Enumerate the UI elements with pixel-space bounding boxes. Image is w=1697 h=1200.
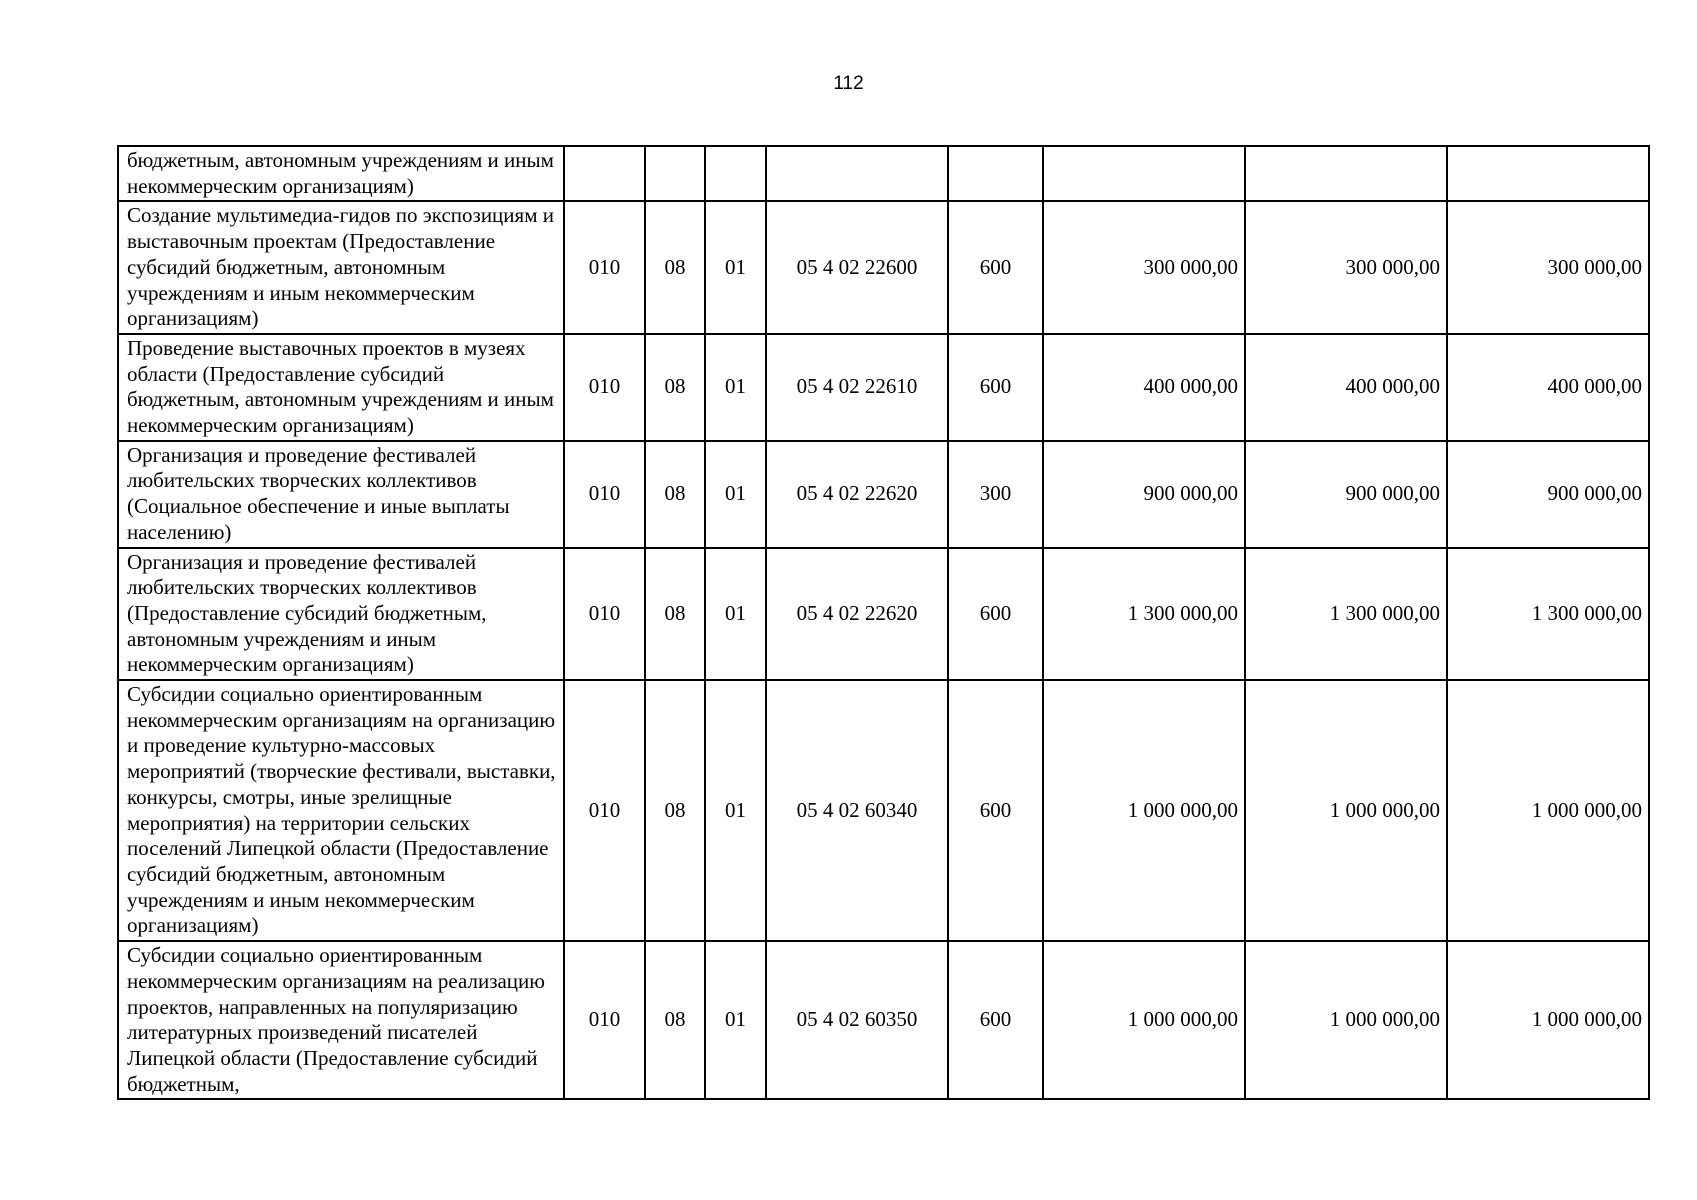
amount-year1-cell: 900 000,00 bbox=[1043, 441, 1245, 548]
target-code-cell: 05 4 02 22620 bbox=[766, 548, 948, 681]
target-code-cell: 05 4 02 22620 bbox=[766, 441, 948, 548]
expense-type-cell: 600 bbox=[948, 201, 1043, 334]
target-code-cell bbox=[766, 146, 948, 201]
table-row bbox=[118, 201, 1649, 334]
row-name-cell: Субсидии социально ориентированным некоммерческим организациям на реализацию проектов, направленных на популяризацию литературных произведений писателей Липецкой области (Предоставление субсидий бюджетным, bbox=[118, 941, 564, 1099]
table-row bbox=[118, 941, 1649, 1099]
table-row bbox=[118, 334, 1649, 441]
expense-type-cell: 600 bbox=[948, 548, 1043, 681]
ministry-code-cell: 010 bbox=[564, 941, 645, 1099]
subsection-code-cell: 01 bbox=[705, 334, 766, 441]
amount-year1-cell: 400 000,00 bbox=[1043, 334, 1245, 441]
amount-year1-cell: 1 000 000,00 bbox=[1043, 680, 1245, 941]
ministry-code-cell: 010 bbox=[564, 441, 645, 548]
amount-year3-cell: 1 300 000,00 bbox=[1447, 548, 1649, 681]
section-code-cell bbox=[645, 146, 705, 201]
subsection-code-cell: 01 bbox=[705, 680, 766, 941]
section-code-cell: 08 bbox=[645, 441, 705, 548]
ministry-code-cell: 010 bbox=[564, 680, 645, 941]
section-code-cell: 08 bbox=[645, 548, 705, 681]
table-row bbox=[118, 441, 1649, 548]
amount-year3-cell: 1 000 000,00 bbox=[1447, 941, 1649, 1099]
amount-year2-cell: 300 000,00 bbox=[1245, 201, 1447, 334]
row-name-cell: Субсидии социально ориентированным некоммерческим организациям на организацию и проведение культурно-массовых мероприятий (творческие фестивали, выставки, конкурсы, смотры, иные зрелищные мероприятия) на территории сельских поселений Липецкой области (Предоставление субсидий бюджетным, автономным учреждениям и иным некоммерческим организациям) bbox=[118, 680, 564, 941]
amount-year2-cell: 1 000 000,00 bbox=[1245, 941, 1447, 1099]
amount-year2-cell: 1 000 000,00 bbox=[1245, 680, 1447, 941]
target-code-cell: 05 4 02 22600 bbox=[766, 201, 948, 334]
amount-year1-cell bbox=[1043, 146, 1245, 201]
target-code-cell: 05 4 02 22610 bbox=[766, 334, 948, 441]
amount-year2-cell: 1 300 000,00 bbox=[1245, 548, 1447, 681]
table-row bbox=[118, 146, 1649, 201]
target-code-cell: 05 4 02 60340 bbox=[766, 680, 948, 941]
row-name-cell: Создание мультимедиа-гидов по экспозициям и выставочным проектам (Предоставление субсидий бюджетным, автономным учреждениям и иным некоммерческим организациям) bbox=[118, 201, 564, 334]
expense-type-cell: 300 bbox=[948, 441, 1043, 548]
ministry-code-cell: 010 bbox=[564, 548, 645, 681]
row-name-cell: Проведение выставочных проектов в музеях области (Предоставление субсидий бюджетным, автономным учреждениям и иным некоммерческим организациям) bbox=[118, 334, 564, 441]
table-row bbox=[118, 680, 1649, 941]
section-code-cell: 08 bbox=[645, 680, 705, 941]
amount-year3-cell: 900 000,00 bbox=[1447, 441, 1649, 548]
subsection-code-cell: 01 bbox=[705, 941, 766, 1099]
ministry-code-cell bbox=[564, 146, 645, 201]
table-row bbox=[118, 548, 1649, 681]
ministry-code-cell: 010 bbox=[564, 201, 645, 334]
subsection-code-cell: 01 bbox=[705, 201, 766, 334]
amount-year1-cell: 300 000,00 bbox=[1043, 201, 1245, 334]
section-code-cell: 08 bbox=[645, 334, 705, 441]
target-code-cell: 05 4 02 60350 bbox=[766, 941, 948, 1099]
row-name-cell: бюджетным, автономным учреждениям и иным некоммерческим организациям) bbox=[118, 146, 564, 201]
subsection-code-cell bbox=[705, 146, 766, 201]
row-name-cell: Организация и проведение фестивалей любительских творческих коллективов (Предоставление субсидий бюджетным, автономным учреждениям и иным некоммерческим организациям) bbox=[118, 548, 564, 681]
amount-year1-cell: 1 000 000,00 bbox=[1043, 941, 1245, 1099]
amount-year3-cell: 400 000,00 bbox=[1447, 334, 1649, 441]
expense-type-cell: 600 bbox=[948, 941, 1043, 1099]
ministry-code-cell: 010 bbox=[564, 334, 645, 441]
amount-year2-cell: 900 000,00 bbox=[1245, 441, 1447, 548]
amount-year1-cell: 1 300 000,00 bbox=[1043, 548, 1245, 681]
subsection-code-cell: 01 bbox=[705, 548, 766, 681]
section-code-cell: 08 bbox=[645, 201, 705, 334]
row-name-cell: Организация и проведение фестивалей любительских творческих коллективов (Социальное обеспечение и иные выплаты населению) bbox=[118, 441, 564, 548]
expense-type-cell bbox=[948, 146, 1043, 201]
amount-year2-cell: 400 000,00 bbox=[1245, 334, 1447, 441]
amount-year3-cell bbox=[1447, 146, 1649, 201]
subsection-code-cell: 01 bbox=[705, 441, 766, 548]
amount-year2-cell bbox=[1245, 146, 1447, 201]
amount-year3-cell: 1 000 000,00 bbox=[1447, 680, 1649, 941]
amount-year3-cell: 300 000,00 bbox=[1447, 201, 1649, 334]
expense-type-cell: 600 bbox=[948, 334, 1043, 441]
section-code-cell: 08 bbox=[645, 941, 705, 1099]
expense-type-cell: 600 bbox=[948, 680, 1043, 941]
budget-table bbox=[117, 145, 1650, 1100]
page-number: 112 bbox=[833, 73, 864, 94]
